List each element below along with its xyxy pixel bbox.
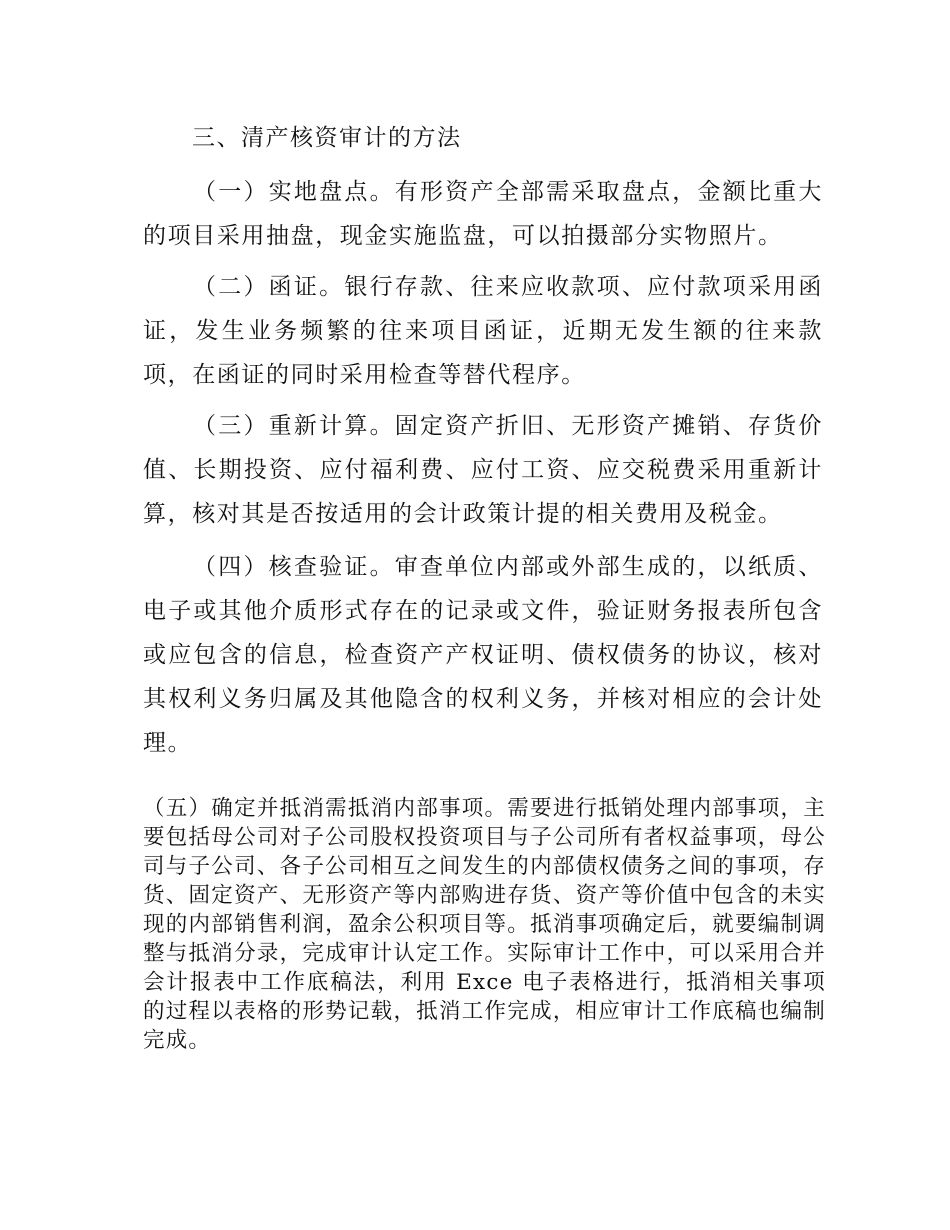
paragraph-elimination: （五）确定并抵消需抵消内部事项。需要进行抵销处理内部事项，主要包括母公司对子公司股权投资项目与子公司所有者权益事项，母公司与子公司、各子公司相互之间发生的内部债权债务之间的事项，存货、固定资产、无形资产等内部购进存货、资产等价值中包含的未实现的内部销售利润，盈余公积项目等。抵消事项确定后，就要编制调整与抵消分录，完成审计认定工作。实际审计工作中，可以采用合并会计报表中工作底稿法，利用 Exce 电子表格进行，抵消相关事项的过程以表格的形势记载，抵消工作完成，相应审计工作底稿也编制完成。	[143, 796, 826, 1053]
paragraph-physical-count: （一）实地盘点。有形资产全部需采取盘点，金额比重大的项目采用抽盘，现金实施监盘，可以拍摄部分实物照片。	[143, 179, 823, 249]
paragraph-confirmation: （二）函证。银行存款、往来应收款项、应付款项采用函证，发生业务频繁的往来项目函证，近期无发生额的往来款项，在函证的同时采用检查等替代程序。	[143, 274, 823, 388]
paragraph-recalculation: （三）重新计算。固定资产折旧、无形资产摊销、存货价值、长期投资、应付福利费、应付工资、应交税费采用重新计算，核对其是否按适用的会计政策计提的相关费用及税金。	[143, 413, 823, 527]
section-heading: 三、清产核资审计的方法	[192, 125, 462, 151]
paragraph-verification: （四）核查验证。审查单位内部或外部生成的，以纸质、电子或其他介质形式存在的记录或文件，验证财务报表所包含或应包含的信息，检查资产产权证明、债权债务的协议，核对其权利义务归属及其他隐含的权利义务，并核对相应的会计处理。	[143, 554, 823, 756]
